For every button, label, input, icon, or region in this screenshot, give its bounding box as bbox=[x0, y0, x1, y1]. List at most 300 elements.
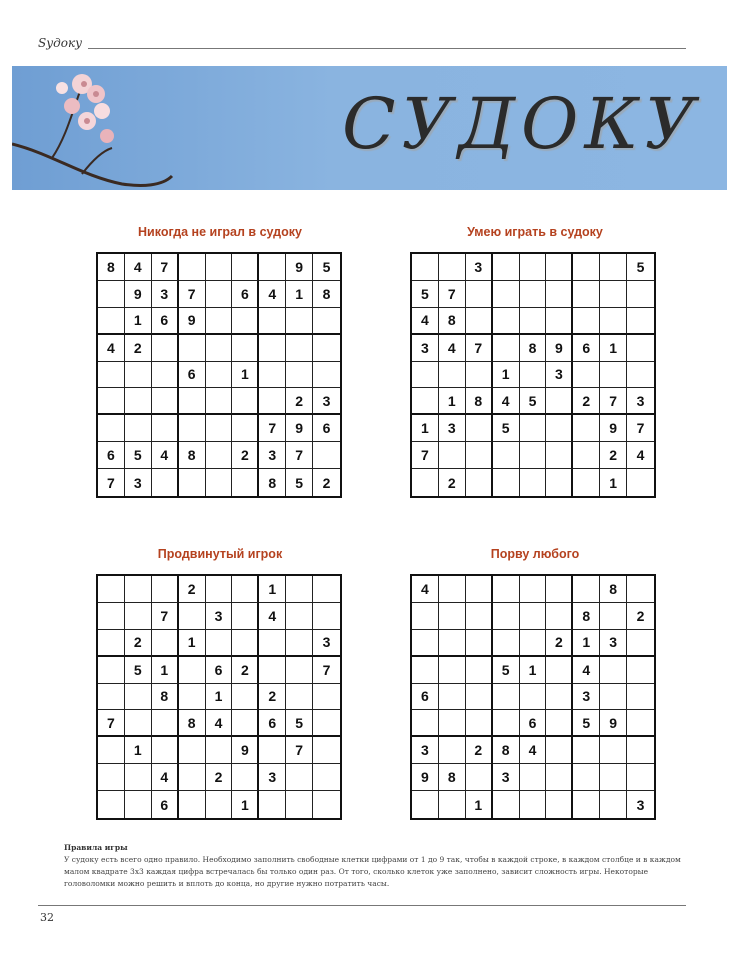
sudoku-cell bbox=[313, 791, 340, 818]
sudoku-cell bbox=[125, 764, 152, 791]
sudoku-cell: 4 bbox=[412, 576, 439, 603]
sudoku-cell bbox=[412, 469, 439, 496]
sudoku-cell: 8 bbox=[600, 576, 627, 603]
sudoku-grid-4 bbox=[410, 574, 656, 820]
sudoku-cell bbox=[627, 576, 654, 603]
sudoku-cell bbox=[259, 388, 286, 415]
sudoku-cell bbox=[627, 469, 654, 496]
sudoku-cell bbox=[520, 469, 547, 496]
sudoku-cell: 3 bbox=[313, 388, 340, 415]
sudoku-cell: 6 bbox=[98, 442, 125, 469]
sudoku-cell bbox=[493, 791, 520, 818]
sudoku-cell bbox=[313, 335, 340, 362]
sudoku-cell bbox=[313, 442, 340, 469]
sudoku-cell bbox=[152, 362, 179, 389]
sudoku-cell: 4 bbox=[259, 281, 286, 308]
sudoku-cell bbox=[152, 335, 179, 362]
sudoku-cell bbox=[125, 603, 152, 630]
sudoku-cell bbox=[206, 335, 233, 362]
sudoku-cell bbox=[206, 415, 233, 442]
sudoku-cell bbox=[179, 388, 206, 415]
sudoku-cell bbox=[493, 630, 520, 657]
sudoku-cell: 7 bbox=[286, 442, 313, 469]
rules-text: У судоку есть всего одно правило. Необходимо заполнить свободные клетки цифрами от 1 до 9 так, чтобы в каждой строке, в каждом столбце и в каждом малом квадрате 3х3 каждая цифра встречалась бы только один раз. От того, сколько клеток уже заполнено, зависит сложность игры. Некоторые головоломки можно решить и вплоть до конца, но другие нужно потратить часы. bbox=[64, 855, 681, 888]
sudoku-cell: 6 bbox=[259, 710, 286, 737]
sudoku-cell: 7 bbox=[466, 335, 493, 362]
sudoku-cell: 7 bbox=[98, 469, 125, 496]
sudoku-cell: 4 bbox=[627, 442, 654, 469]
sudoku-cell bbox=[259, 657, 286, 684]
sudoku-cell: 2 bbox=[573, 388, 600, 415]
sudoku-cell bbox=[98, 388, 125, 415]
sudoku-cell bbox=[313, 362, 340, 389]
sudoku-cell: 3 bbox=[573, 684, 600, 711]
sudoku-cell: 2 bbox=[232, 657, 259, 684]
title-banner bbox=[12, 66, 727, 190]
sudoku-cell bbox=[206, 281, 233, 308]
sudoku-cell bbox=[520, 576, 547, 603]
sudoku-cell: 5 bbox=[493, 415, 520, 442]
sudoku-cell: 4 bbox=[412, 308, 439, 335]
sudoku-cell bbox=[259, 335, 286, 362]
sudoku-cell: 5 bbox=[286, 710, 313, 737]
sudoku-cell bbox=[206, 442, 233, 469]
sudoku-cell: 3 bbox=[466, 254, 493, 281]
sudoku-cell: 3 bbox=[546, 362, 573, 389]
sudoku-cell bbox=[259, 308, 286, 335]
sudoku-cell: 1 bbox=[179, 630, 206, 657]
sudoku-cell bbox=[573, 576, 600, 603]
sudoku-cell: 1 bbox=[520, 657, 547, 684]
sudoku-cell bbox=[206, 630, 233, 657]
sudoku-cell bbox=[98, 791, 125, 818]
sudoku-cell: 5 bbox=[493, 657, 520, 684]
sudoku-cell bbox=[232, 469, 259, 496]
sudoku-cell bbox=[520, 630, 547, 657]
blossom-branch-illustration bbox=[12, 66, 212, 190]
sudoku-cell bbox=[600, 791, 627, 818]
sudoku-cell bbox=[466, 657, 493, 684]
sudoku-cell: 7 bbox=[627, 415, 654, 442]
sudoku-cell bbox=[125, 362, 152, 389]
sudoku-cell: 3 bbox=[600, 630, 627, 657]
sudoku-cell: 7 bbox=[98, 710, 125, 737]
sudoku-cell bbox=[98, 576, 125, 603]
sudoku-cell bbox=[466, 415, 493, 442]
sudoku-cell bbox=[286, 308, 313, 335]
sudoku-cell bbox=[439, 442, 466, 469]
sudoku-cell: 8 bbox=[313, 281, 340, 308]
sudoku-cell bbox=[546, 254, 573, 281]
sudoku-cell bbox=[600, 308, 627, 335]
sudoku-cell bbox=[573, 254, 600, 281]
sudoku-cell: 9 bbox=[412, 764, 439, 791]
sudoku-cell bbox=[493, 254, 520, 281]
sudoku-cell bbox=[412, 603, 439, 630]
banner-title: СУДОКУ bbox=[342, 83, 702, 165]
sudoku-cell: 2 bbox=[125, 630, 152, 657]
sudoku-cell bbox=[152, 469, 179, 496]
sudoku-cell bbox=[439, 737, 466, 764]
sudoku-cell bbox=[546, 764, 573, 791]
sudoku-cell: 8 bbox=[179, 442, 206, 469]
sudoku-cell bbox=[259, 791, 286, 818]
sudoku-cell bbox=[179, 657, 206, 684]
rules-section bbox=[64, 842, 689, 890]
sudoku-cell: 5 bbox=[627, 254, 654, 281]
sudoku-cell bbox=[98, 415, 125, 442]
sudoku-cell bbox=[313, 603, 340, 630]
sudoku-cell: 2 bbox=[600, 442, 627, 469]
sudoku-cell bbox=[232, 710, 259, 737]
sudoku-cell bbox=[546, 415, 573, 442]
sudoku-cell bbox=[286, 362, 313, 389]
sudoku-cell bbox=[179, 415, 206, 442]
sudoku-cell bbox=[466, 630, 493, 657]
sudoku-cell bbox=[466, 469, 493, 496]
sudoku-cell: 2 bbox=[259, 684, 286, 711]
sudoku-cell bbox=[466, 710, 493, 737]
sudoku-cell bbox=[152, 388, 179, 415]
sudoku-cell bbox=[493, 281, 520, 308]
sudoku-cell: 2 bbox=[286, 388, 313, 415]
sudoku-cell: 5 bbox=[412, 281, 439, 308]
sudoku-cell bbox=[206, 737, 233, 764]
sudoku-cell: 1 bbox=[125, 308, 152, 335]
sudoku-cell: 8 bbox=[520, 335, 547, 362]
sudoku-cell bbox=[466, 308, 493, 335]
sudoku-cell bbox=[125, 710, 152, 737]
sudoku-cell bbox=[313, 684, 340, 711]
sudoku-cell bbox=[313, 308, 340, 335]
sudoku-cell bbox=[546, 710, 573, 737]
sudoku-cell bbox=[412, 388, 439, 415]
sudoku-cell bbox=[179, 254, 206, 281]
puzzle-title-3: Продвинутый игрок bbox=[157, 547, 283, 561]
sudoku-cell bbox=[259, 630, 286, 657]
sudoku-cell bbox=[179, 603, 206, 630]
sudoku-cell bbox=[286, 684, 313, 711]
sudoku-cell bbox=[439, 630, 466, 657]
sudoku-cell bbox=[206, 469, 233, 496]
puzzle-title-2: Умею играть в судоку bbox=[467, 225, 603, 239]
top-rule bbox=[88, 48, 686, 49]
sudoku-cell bbox=[232, 335, 259, 362]
sudoku-cell: 1 bbox=[152, 657, 179, 684]
sudoku-cell: 5 bbox=[125, 657, 152, 684]
sudoku-cell bbox=[152, 710, 179, 737]
sudoku-cell: 7 bbox=[152, 603, 179, 630]
sudoku-cell bbox=[286, 764, 313, 791]
sudoku-cell: 2 bbox=[179, 576, 206, 603]
sudoku-cell bbox=[206, 362, 233, 389]
sudoku-cell bbox=[546, 576, 573, 603]
sudoku-cell: 8 bbox=[98, 254, 125, 281]
sudoku-cell bbox=[573, 791, 600, 818]
sudoku-cell bbox=[125, 576, 152, 603]
sudoku-cell bbox=[412, 791, 439, 818]
sudoku-cell: 1 bbox=[439, 388, 466, 415]
sudoku-cell: 8 bbox=[439, 764, 466, 791]
sudoku-cell bbox=[313, 710, 340, 737]
sudoku-cell: 3 bbox=[313, 630, 340, 657]
sudoku-grid-3 bbox=[96, 574, 342, 820]
sudoku-cell bbox=[546, 442, 573, 469]
sudoku-cell bbox=[546, 388, 573, 415]
sudoku-cell: 3 bbox=[493, 764, 520, 791]
sudoku-cell: 6 bbox=[179, 362, 206, 389]
sudoku-cell: 6 bbox=[206, 657, 233, 684]
sudoku-cell bbox=[439, 254, 466, 281]
sudoku-cell bbox=[466, 764, 493, 791]
sudoku-cell: 5 bbox=[573, 710, 600, 737]
sudoku-cell: 4 bbox=[439, 335, 466, 362]
sudoku-grid-1 bbox=[96, 252, 342, 498]
sudoku-cell: 2 bbox=[232, 442, 259, 469]
sudoku-cell: 9 bbox=[232, 737, 259, 764]
sudoku-cell bbox=[259, 254, 286, 281]
sudoku-cell bbox=[520, 308, 547, 335]
sudoku-cell bbox=[600, 657, 627, 684]
sudoku-cell bbox=[412, 710, 439, 737]
rules-title: Правила игры bbox=[64, 843, 128, 852]
sudoku-cell bbox=[206, 308, 233, 335]
page-number: 32 bbox=[40, 911, 54, 924]
sudoku-cell: 3 bbox=[412, 335, 439, 362]
sudoku-cell: 8 bbox=[179, 710, 206, 737]
sudoku-cell: 7 bbox=[152, 254, 179, 281]
sudoku-cell: 1 bbox=[466, 791, 493, 818]
sudoku-cell bbox=[573, 281, 600, 308]
sudoku-cell bbox=[546, 603, 573, 630]
sudoku-cell bbox=[493, 684, 520, 711]
sudoku-cell bbox=[179, 737, 206, 764]
sudoku-cell bbox=[573, 308, 600, 335]
sudoku-cell bbox=[546, 281, 573, 308]
sudoku-cell bbox=[466, 576, 493, 603]
sudoku-cell: 1 bbox=[286, 281, 313, 308]
sudoku-cell bbox=[439, 710, 466, 737]
sudoku-cell bbox=[466, 362, 493, 389]
sudoku-cell bbox=[286, 657, 313, 684]
sudoku-cell bbox=[232, 576, 259, 603]
sudoku-cell: 8 bbox=[439, 308, 466, 335]
sudoku-cell bbox=[573, 442, 600, 469]
sudoku-cell: 2 bbox=[125, 335, 152, 362]
sudoku-cell bbox=[520, 791, 547, 818]
sudoku-cell bbox=[493, 710, 520, 737]
sudoku-cell: 4 bbox=[520, 737, 547, 764]
sudoku-cell bbox=[627, 630, 654, 657]
sudoku-cell bbox=[546, 469, 573, 496]
sudoku-cell: 2 bbox=[322, 474, 331, 491]
sudoku-cell: 8 bbox=[259, 469, 286, 496]
sudoku-cell: 2 bbox=[439, 469, 466, 496]
sudoku-cell: 8 bbox=[466, 388, 493, 415]
sudoku-cell bbox=[232, 603, 259, 630]
sudoku-cell bbox=[600, 603, 627, 630]
sudoku-cell bbox=[125, 388, 152, 415]
sudoku-cell bbox=[98, 362, 125, 389]
sudoku-cell: 7 bbox=[439, 281, 466, 308]
sudoku-cell bbox=[98, 308, 125, 335]
sudoku-cell bbox=[493, 335, 520, 362]
sudoku-cell: 5 bbox=[286, 469, 313, 496]
sudoku-cell bbox=[627, 684, 654, 711]
sudoku-cell bbox=[627, 362, 654, 389]
sudoku-cell bbox=[232, 415, 259, 442]
sudoku-cell bbox=[627, 710, 654, 737]
sudoku-cell: 1 bbox=[232, 362, 259, 389]
sudoku-cell bbox=[206, 576, 233, 603]
sudoku-cell bbox=[98, 281, 125, 308]
sudoku-cell: 3 bbox=[259, 764, 286, 791]
sudoku-cell bbox=[98, 657, 125, 684]
sudoku-cell bbox=[520, 254, 547, 281]
sudoku-cell: 6 bbox=[412, 684, 439, 711]
sudoku-cell: 2 bbox=[466, 737, 493, 764]
sudoku-cell bbox=[439, 657, 466, 684]
sudoku-cell: 7 bbox=[412, 442, 439, 469]
sudoku-cell bbox=[439, 684, 466, 711]
sudoku-cell: 3 bbox=[439, 415, 466, 442]
sudoku-cell: 4 bbox=[152, 442, 179, 469]
sudoku-cell: 5 bbox=[520, 388, 547, 415]
sudoku-cell: 6 bbox=[232, 281, 259, 308]
sudoku-cell bbox=[152, 415, 179, 442]
sudoku-cell bbox=[412, 657, 439, 684]
sudoku-cell: 1 bbox=[412, 415, 439, 442]
sudoku-cell bbox=[125, 415, 152, 442]
sudoku-cell bbox=[600, 737, 627, 764]
sudoku-cell: 5 bbox=[125, 442, 152, 469]
sudoku-cell bbox=[493, 469, 520, 496]
sudoku-cell bbox=[520, 362, 547, 389]
sudoku-cell bbox=[546, 308, 573, 335]
sudoku-cell bbox=[546, 684, 573, 711]
sudoku-cell bbox=[466, 603, 493, 630]
puzzle-title-1: Никогда не играл в судоку bbox=[138, 225, 302, 239]
sudoku-cell bbox=[286, 335, 313, 362]
puzzle-title-4: Порву любого bbox=[490, 547, 580, 561]
sudoku-cell: 9 bbox=[546, 335, 573, 362]
sudoku-cell bbox=[466, 281, 493, 308]
sudoku-cell: 2 bbox=[546, 630, 573, 657]
sudoku-cell: 4 bbox=[259, 603, 286, 630]
sudoku-cell bbox=[627, 281, 654, 308]
sudoku-cell bbox=[573, 362, 600, 389]
sudoku-cell: 1 bbox=[493, 362, 520, 389]
sudoku-cell bbox=[259, 362, 286, 389]
sudoku-cell bbox=[627, 737, 654, 764]
sudoku-cell bbox=[232, 388, 259, 415]
sudoku-cell: 9 bbox=[286, 254, 313, 281]
sudoku-cell: 3 bbox=[636, 796, 645, 813]
sudoku-cell bbox=[98, 603, 125, 630]
sudoku-cell bbox=[286, 630, 313, 657]
sudoku-cell bbox=[98, 684, 125, 711]
sudoku-cell: 1 bbox=[125, 737, 152, 764]
sudoku-cell bbox=[259, 737, 286, 764]
sudoku-cell: 9 bbox=[600, 415, 627, 442]
sudoku-cell bbox=[627, 764, 654, 791]
sudoku-cell bbox=[600, 684, 627, 711]
sudoku-cell: 4 bbox=[206, 710, 233, 737]
sudoku-cell: 7 bbox=[600, 388, 627, 415]
sudoku-cell bbox=[206, 254, 233, 281]
sudoku-cell bbox=[286, 603, 313, 630]
sudoku-cell bbox=[206, 388, 233, 415]
sudoku-cell: 1 bbox=[600, 469, 627, 496]
sudoku-cell: 1 bbox=[232, 791, 259, 818]
sudoku-cell bbox=[125, 684, 152, 711]
sudoku-cell bbox=[152, 737, 179, 764]
sudoku-cell: 2 bbox=[627, 603, 654, 630]
sudoku-cell: 4 bbox=[573, 657, 600, 684]
sudoku-cell bbox=[600, 281, 627, 308]
sudoku-cell bbox=[412, 362, 439, 389]
sudoku-cell: 7 bbox=[313, 657, 340, 684]
sudoku-cell: 8 bbox=[573, 603, 600, 630]
sudoku-cell bbox=[466, 442, 493, 469]
sudoku-cell bbox=[627, 308, 654, 335]
sudoku-cell bbox=[493, 308, 520, 335]
running-head: Sудоку bbox=[38, 36, 83, 50]
sudoku-cell: 3 bbox=[125, 469, 152, 496]
sudoku-cell bbox=[412, 254, 439, 281]
sudoku-cell bbox=[313, 764, 340, 791]
sudoku-cell bbox=[627, 657, 654, 684]
sudoku-cell bbox=[232, 308, 259, 335]
sudoku-cell bbox=[600, 254, 627, 281]
sudoku-cell: 9 bbox=[125, 281, 152, 308]
sudoku-cell bbox=[232, 254, 259, 281]
sudoku-cell bbox=[573, 737, 600, 764]
sudoku-cell: 6 bbox=[152, 791, 179, 818]
sudoku-cell bbox=[493, 442, 520, 469]
sudoku-cell bbox=[179, 684, 206, 711]
sudoku-cell bbox=[546, 737, 573, 764]
sudoku-cell: 7 bbox=[286, 737, 313, 764]
sudoku-cell: 6 bbox=[520, 710, 547, 737]
sudoku-cell bbox=[493, 576, 520, 603]
sudoku-cell bbox=[313, 737, 340, 764]
sudoku-cell: 4 bbox=[493, 388, 520, 415]
sudoku-cell bbox=[493, 603, 520, 630]
sudoku-cell bbox=[179, 791, 206, 818]
sudoku-cell bbox=[627, 335, 654, 362]
sudoku-cell bbox=[466, 684, 493, 711]
sudoku-cell bbox=[313, 576, 340, 603]
sudoku-cell: 1 bbox=[206, 684, 233, 711]
sudoku-cell bbox=[232, 764, 259, 791]
sudoku-cell bbox=[573, 415, 600, 442]
sudoku-cell bbox=[573, 469, 600, 496]
sudoku-cell bbox=[520, 603, 547, 630]
sudoku-cell bbox=[232, 684, 259, 711]
sudoku-cell bbox=[600, 362, 627, 389]
sudoku-cell: 6 bbox=[152, 308, 179, 335]
sudoku-cell: 1 bbox=[600, 335, 627, 362]
sudoku-cell: 3 bbox=[412, 737, 439, 764]
sudoku-cell: 3 bbox=[627, 388, 654, 415]
sudoku-cell bbox=[439, 576, 466, 603]
sudoku-cell bbox=[179, 469, 206, 496]
sudoku-cell: 4 bbox=[98, 335, 125, 362]
sudoku-cell: 6 bbox=[573, 335, 600, 362]
sudoku-cell bbox=[232, 630, 259, 657]
sudoku-cell bbox=[412, 630, 439, 657]
